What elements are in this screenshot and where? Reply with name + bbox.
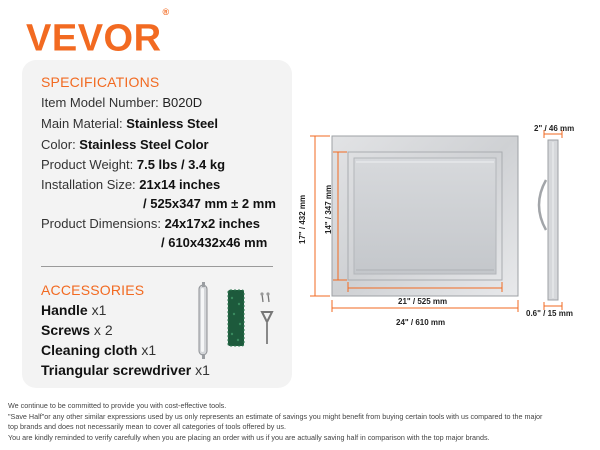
width-inner-label: 21" / 525 mm: [398, 297, 448, 306]
accessory-qty: x1: [191, 362, 210, 378]
spec-weight: [41, 157, 225, 172]
handle-image: [199, 282, 207, 359]
accessory-handle: [41, 302, 106, 318]
brand-logo: [26, 7, 170, 61]
spec-item-model: [41, 95, 202, 110]
spec-value: 21x14 inches: [139, 177, 221, 192]
brand-name: VEVOR: [26, 17, 162, 60]
spec-label: Color:: [41, 137, 80, 152]
accessory-qty: x1: [137, 342, 157, 358]
footer-line: top brands and does not necessarily mean to cover all categories of tools offered by us.: [8, 422, 286, 432]
accessory-name: Triangular screwdriver: [41, 362, 192, 378]
spec-dimensions: [41, 216, 260, 231]
height-outer-label: 17" / 432 mm: [298, 194, 307, 244]
spec-value: B020D: [162, 95, 203, 110]
accessory-images: [188, 282, 288, 362]
footer-line: "Save Half"or any other similar expressions used by us only represents an estimate of savings you might benefit from buying certain tools with us compared to the major: [8, 411, 543, 421]
spec-label: Installation Size:: [41, 177, 140, 192]
accessory-qty: x 2: [90, 322, 113, 338]
accessory-qty: x1: [87, 302, 107, 318]
width-outer-label: 24" / 610 mm: [396, 318, 446, 327]
footer-line: You are kindly reminded to verify carefully when you are placing an order with us if you are actually saving half in comparison with the top major brands.: [8, 432, 490, 442]
accessory-screws: [41, 322, 113, 338]
footer-disclaimer: [8, 401, 598, 443]
spec-value: 7.5 lbs / 3.4 kg: [136, 157, 226, 172]
depth-bottom-label: 0.6" / 15 mm: [526, 309, 573, 318]
specifications-title: SPECIFICATIONS: [41, 74, 160, 90]
dimension-diagram: [300, 110, 600, 340]
screws-image: [260, 292, 269, 302]
spec-label: Product Weight:: [41, 157, 137, 172]
accessory-name: Cleaning cloth: [41, 342, 138, 358]
door-front-image: [332, 136, 518, 296]
spec-dimensions-metric: / 610x432x46 mm: [161, 235, 268, 250]
door-side-image: [539, 140, 558, 300]
spec-install-size: [41, 177, 220, 192]
screwdriver-image: [262, 312, 272, 344]
spec-value: 24x17x2 inches: [164, 216, 260, 231]
accessory-name: Screws: [41, 322, 91, 338]
accessory-screwdriver: [41, 362, 210, 378]
accessory-cleaning-cloth: [41, 342, 156, 358]
cleaning-cloth-image: [228, 290, 244, 346]
spec-material: [41, 116, 218, 131]
spec-value: Stainless Steel Color: [79, 137, 209, 152]
spec-label: Item Model Number:: [41, 95, 163, 110]
spec-value: Stainless Steel: [126, 116, 219, 131]
spec-install-size-metric: / 525x347 mm ± 2 mm: [143, 196, 276, 211]
footer-line: We continue to be committed to provide you with cost-effective tools.: [8, 401, 227, 410]
height-inner-label: 14" / 347 mm: [324, 184, 333, 234]
accessories-title: ACCESSORIES: [41, 282, 145, 298]
section-divider: [41, 266, 273, 267]
registered-mark: ®: [162, 7, 170, 17]
spec-label: Product Dimensions:: [41, 216, 165, 231]
spec-label: Main Material:: [41, 116, 127, 131]
accessory-name: Handle: [41, 302, 88, 318]
depth-top-label: 2" / 46 mm: [534, 124, 575, 133]
spec-color: [41, 137, 209, 152]
